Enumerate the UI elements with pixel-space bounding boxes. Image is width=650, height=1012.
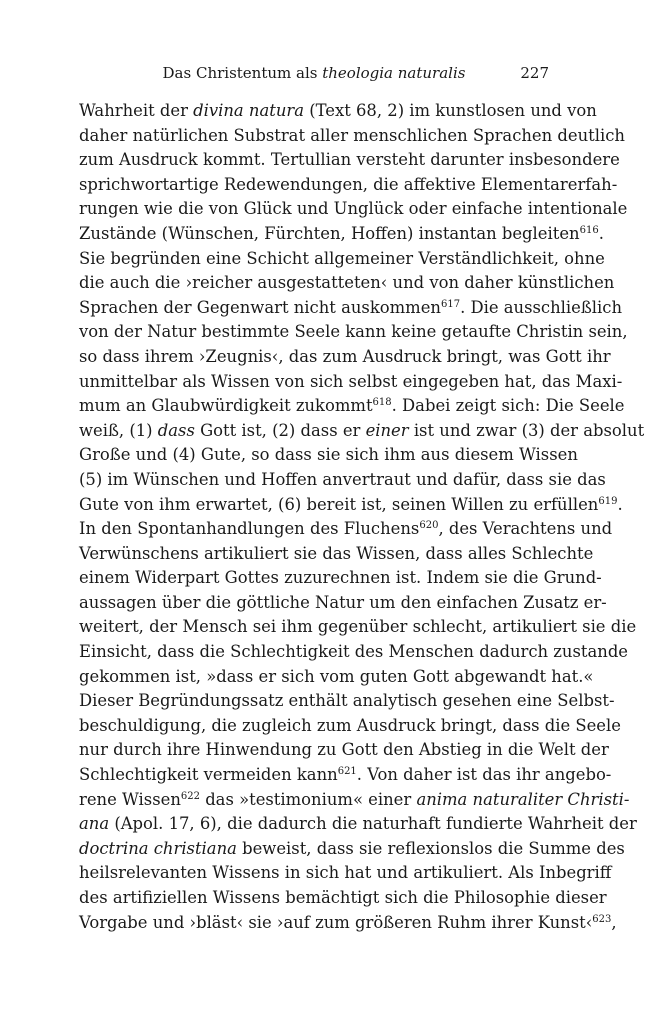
text-segment: In den Spontanhandlungen des Fluchens [79, 519, 420, 539]
text-line [79, 566, 602, 591]
text-segment: des artifiziellen Wissens bemächtigt sich die Philosophie dieser [79, 888, 607, 907]
text-segment: einem Widerpart Gottes zuzurechnen ist. Indem sie die Grund- [79, 568, 602, 588]
text-segment: . Von daher ist das ihr angebo- [356, 765, 612, 785]
text-segment: , [611, 912, 617, 932]
text-segment: mum an Glaubwürdigkeit zukommt [79, 396, 373, 416]
footnote-ref: 618 [372, 397, 392, 409]
text-segment: das »testimonium« einer [199, 789, 417, 809]
footnote-ref: 616 [579, 224, 599, 236]
text-segment: gekommen ist, »dass er sich vom guten Gott abgewandt hat.« [79, 666, 594, 686]
text-line [79, 788, 630, 813]
running-title-italic: theologia naturalis [322, 64, 466, 82]
text-line [79, 443, 578, 468]
text-line [79, 124, 625, 149]
text-segment: weiß, (1) [79, 420, 158, 440]
text-segment: Wahrheit der [79, 101, 194, 120]
text-segment: . Die ausschließlich [460, 297, 623, 317]
text-segment: weitert, der Mensch sei ihm gegenüber schlecht, artikuliert sie die [79, 617, 637, 637]
text-line [79, 517, 613, 542]
text-line [79, 861, 612, 886]
running-title [79, 61, 549, 85]
text-line [79, 320, 628, 345]
text-segment: Verwünschens artikuliert sie das Wissen, dass alles Schlechte [79, 543, 594, 563]
text-segment: rungen wie die von Glück und Unglück oder einfache intentionale [79, 199, 628, 219]
text-segment: nur durch ihre Hinwendung zu Gott den Abstieg in die Welt der [79, 740, 609, 760]
text-segment: . Dabei zeigt sich: Die Seele [391, 396, 625, 416]
text-line [79, 837, 625, 862]
text-segment: aussagen über die göttliche Natur um den einfachen Zusatz er- [79, 592, 607, 612]
text-line [79, 911, 617, 936]
footnote-ref: 619 [598, 495, 618, 507]
page-number: 227 [520, 64, 549, 82]
text-line [79, 738, 609, 763]
text-line [79, 640, 629, 665]
text-line [79, 493, 623, 518]
footnote-ref: 622 [180, 790, 200, 802]
text-segment: Dieser Begründungssatz enthält analytisch gesehen eine Selbst- [79, 691, 615, 711]
text-segment: (Apol. 17, 6), die dadurch die naturhaft fundierte Wahrheit der [109, 814, 637, 834]
footnote-ref: 621 [337, 766, 357, 778]
text-line [79, 591, 607, 616]
text-line [79, 247, 605, 272]
text-segment: Sie begründen eine Schicht allgemeiner Verständlichkeit, ohne [79, 248, 605, 268]
text-segment: Zustände (Wünschen, Fürchten, Hoffen) instantan begleiten [79, 223, 580, 243]
text-segment: Einsicht, dass die Schlechtigkeit des Menschen dadurch zustande [79, 642, 629, 662]
text-segment: , des Verachtens und [438, 519, 613, 539]
text-line [79, 714, 621, 739]
italic-text: ana [79, 814, 110, 834]
text-line [79, 148, 620, 173]
text-line [79, 99, 597, 124]
text-segment: . [598, 223, 604, 243]
text-line [79, 419, 645, 444]
text-line [79, 197, 628, 222]
text-segment: Schlechtigkeit vermeiden kann [79, 765, 338, 785]
italic-text: einer [365, 420, 409, 440]
body-text [79, 99, 645, 935]
text-segment: Gott ist, (2) dass er [194, 420, 366, 440]
text-segment: Große und (4) Gute, so dass sie sich ihm aus diesem Wissen [79, 445, 578, 465]
italic-text: divina natura [193, 101, 304, 120]
text-segment: . [617, 494, 623, 514]
text-line [79, 394, 625, 419]
text-line [79, 296, 623, 321]
text-segment: (Text 68, 2) im kunstlosen und von [303, 101, 597, 120]
text-line [79, 271, 615, 296]
text-line [79, 886, 607, 911]
text-line [79, 370, 623, 395]
text-line [79, 763, 612, 788]
text-segment: beschuldigung, die zugleich zum Ausdruck bringt, dass die Seele [79, 715, 621, 735]
text-line [79, 542, 594, 567]
running-title-prefix: Das Christentum als [162, 64, 323, 82]
text-segment: unmittelbar als Wissen von sich selbst eingegeben hat, das Maxi- [79, 371, 623, 391]
text-segment: so dass ihrem ›Zeugnis‹, das zum Ausdruck bringt, was Gott ihr [79, 346, 611, 366]
text-line [79, 689, 615, 714]
text-line [79, 665, 594, 690]
text-segment: die auch die ›reicher ausgestatteten‹ und von daher künstlichen [79, 273, 615, 293]
footnote-ref: 623 [592, 913, 612, 925]
text-segment: (5) im Wünschen und Hoffen anvertraut und dafür, dass sie das [79, 469, 606, 489]
text-line [79, 173, 618, 198]
text-segment: zum Ausdruck kommt. Tertullian versteht darunter insbesondere [79, 150, 620, 170]
text-segment: ist und zwar (3) der absolut [408, 420, 645, 440]
running-head [79, 61, 549, 85]
text-line [79, 615, 637, 640]
text-segment: beweist, dass sie reflexionslos die Summe des [236, 838, 625, 858]
text-segment: Sprachen der Gegenwart nicht auskommen [79, 297, 441, 317]
text-segment: sprichwortartige Redewendungen, die affektive Elementarerfah- [79, 174, 618, 194]
text-segment: rene Wissen [79, 789, 181, 809]
text-line [79, 222, 604, 247]
text-segment: Vorgabe und ›bläst‹ sie ›auf zum größeren Ruhm ihrer Kunst‹ [79, 912, 593, 932]
text-line [79, 345, 611, 370]
text-line [79, 812, 637, 837]
italic-text: dass [157, 420, 195, 440]
footnote-ref: 620 [419, 520, 439, 532]
text-segment: Gute von ihm erwartet, (6) bereit ist, seinen Willen zu erfüllen [79, 494, 599, 514]
footnote-ref: 617 [440, 298, 461, 310]
text-segment: heilsrelevanten Wissens in sich hat und artikuliert. Als Inbegriff [79, 863, 612, 883]
text-segment: von der Natur bestimmte Seele kann keine getaufte Christin sein, [79, 322, 628, 342]
italic-text: anima naturaliter Christi- [416, 789, 630, 809]
text-line [79, 468, 606, 493]
italic-text: doctrina christiana [79, 838, 237, 858]
text-segment: daher natürlichen Substrat aller menschlichen Sprachen deutlich [79, 125, 625, 145]
